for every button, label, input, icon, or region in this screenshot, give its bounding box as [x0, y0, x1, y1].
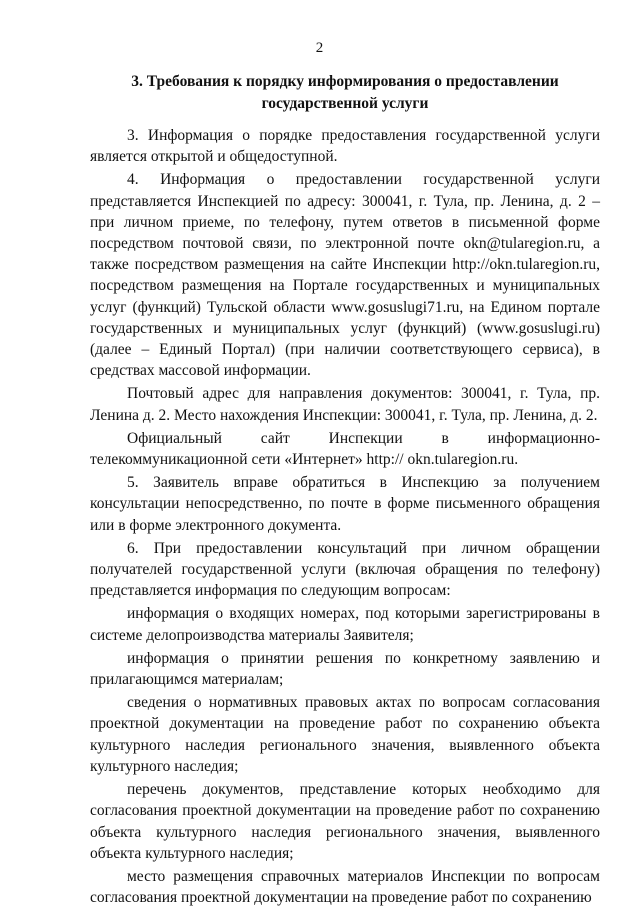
page-number: 2	[315, 40, 324, 56]
list-item-decision-info: информация о принятии решения по конкретному заявлению и прилагающимся материалам;	[90, 649, 600, 689]
paragraph-4: 4. Информация о предоставлении государственной услуги представляется Инспекцией по адресу: 300041, г. Тула, пр. Ленина, д. 2 – при личном приеме, по телефону, путем ответов в письменной форме посредством почтовой связи, по электронной почте okn@tularegion.ru, а также посредством размещения на сайте Инспекции http://okn.tularegion.ru, посредством размещения на Портале государственных и муниципальных услуг (функций) Тульской области www.gosuslugi71.ru, на Едином портале государственных и муниципальных услуг (функций) (www.gosuslugi.ru) (далее – Единый Портал) (при наличии соответствующего сервиса), в средствах массовой информации.	[90, 171, 600, 380]
list-item-legal-acts: сведения о нормативных правовых актах по вопросам согласования проектной документации на проведение работ по сохранению объекта культурного наследия регионального значения, выявленного объекта культурного наследия;	[90, 694, 600, 775]
paragraph-postal-address: Почтовый адрес для направления документов: 300041, г. Тула, пр. Ленина д. 2. Место нахождения Инспекции: 300041, г. Тула, пр. Ленина, д. 2.	[90, 385, 600, 424]
section-heading-line-1: 3. Требования к порядку информирования о предоставлении	[131, 73, 559, 90]
section-heading-line-2: государственной услуги	[261, 95, 429, 112]
paragraph-5: 5. Заявитель вправе обратиться в Инспекцию за получением консультации непосредственно, по почте в форме письменного обращения или в форме электронного документа.	[90, 474, 600, 534]
paragraph-official-site: Официальный сайт Инспекции в информационно-телекоммуникационной сети «Интернет» http:// okn.tularegion.ru.	[90, 429, 600, 469]
document-body	[90, 125, 600, 910]
paragraph-3: 3. Информация о порядке предоставления государственной услуги является открытой и общедоступной.	[90, 127, 600, 166]
list-item-documents-list: перечень документов, представление которых необходимо для согласования проектной документации на проведение работ по сохранению объекта культурного наследия регионального значения, выявленного объекта культурного наследия;	[90, 781, 600, 862]
list-item-reference-materials: место размещения справочных материалов Инспекции по вопросам согласования проектной документации на проведение работ по сохранению	[90, 867, 600, 907]
paragraph-6: 6. При предоставлении консультаций при личном обращении получателей государственной услуги (включая обращения по телефону) представляется информация по следующим вопросам:	[90, 539, 600, 600]
section-heading	[90, 71, 600, 115]
list-item-incoming-numbers: информация о входящих номерах, под которыми зарегистрированы в системе делопроизводства материалы Заявителя;	[90, 605, 600, 644]
